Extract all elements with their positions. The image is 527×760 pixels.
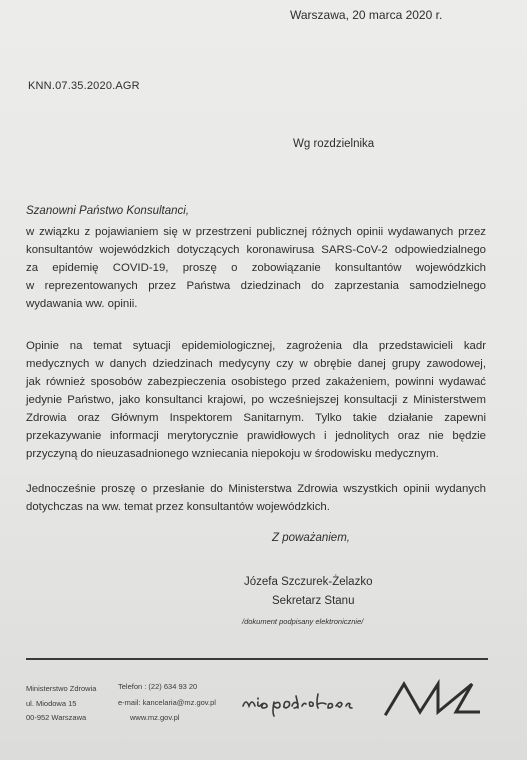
footer-website: www.mz.gov.pl bbox=[130, 713, 180, 722]
paragraph-2 bbox=[26, 337, 486, 463]
paragraph-line: dotychczas na ww. temat przez konsultantów wojewódzkich. bbox=[26, 501, 330, 513]
salutation: Szanowni Państwo Konsultanci, bbox=[26, 205, 190, 217]
paragraph-line: za epidemię COVID-19, proszę o zobowiązanie konsultantów wojewódzkich bbox=[26, 262, 486, 274]
paragraph-1 bbox=[26, 223, 486, 313]
reference-number: KNN.07.35.2020.AGR bbox=[28, 80, 140, 92]
niepodlegla-logo bbox=[240, 684, 365, 720]
paragraph-line: w reprezentowanych przez Państwa dziedzinach do zaprzestania samodzielnego bbox=[26, 280, 486, 292]
footer-address-street: ul. Miodowa 15 bbox=[26, 699, 77, 708]
footer-divider bbox=[26, 658, 488, 660]
paragraph-line: jak również sposobów zabezpieczenia osobistego przed zakażeniem, powinni wydawać bbox=[26, 376, 486, 388]
paragraph-line: Jednocześnie proszę o przesłanie do Ministerstwa Zdrowia wszystkich opinii wydanych bbox=[26, 483, 486, 495]
paragraph-line: Zdrowia oraz Głównym Inspektorem Sanitarnym. Tylko takie działanie zapewni bbox=[26, 412, 486, 424]
paragraph-line: medycznych w danych dziedzinach medycyny czy w obrębie danej grupy zawodowej, bbox=[26, 358, 486, 370]
paragraph-line: przyczyną do nieuzasadnionego wzniecania niepokoju w środowisku medycznym. bbox=[26, 448, 439, 460]
signer-name: Józefa Szczurek-Żelazko bbox=[244, 576, 373, 588]
closing-phrase: Z poważaniem, bbox=[272, 532, 350, 544]
paragraph-line: Opinie na temat sytuacji epidemiologicznej, zagrożenia dla przedstawicieli kadr bbox=[26, 340, 486, 352]
letter-date: Warszawa, 20 marca 2020 r. bbox=[290, 8, 443, 22]
electronic-signature-note: /dokument podpisany elektronicznie/ bbox=[242, 617, 364, 626]
ministry-mz-logo bbox=[380, 676, 480, 722]
footer-phone: Telefon : (22) 634 93 20 bbox=[118, 682, 198, 691]
footer-address-city: 00-952 Warszawa bbox=[26, 713, 87, 722]
paragraph-line: jedynie Państwo, jako konsultanci krajowi, po wcześniejszej konsultacji z Ministerstwem bbox=[26, 394, 486, 406]
footer-organization: Ministerstwo Zdrowia bbox=[26, 684, 97, 693]
paragraph-line: przekazywanie informacji merytorycznie prawidłowych i jednolitych oraz nie będzie bbox=[26, 430, 486, 442]
recipients-line: Wg rozdzielnika bbox=[293, 138, 375, 150]
paragraph-line: wydawania ww. opinii. bbox=[26, 298, 138, 310]
paragraph-line: konsultantów wojewódzkich dotyczących koronawirusa SARS-CoV-2 odpowiedzialnego bbox=[26, 244, 486, 256]
paragraph-3 bbox=[26, 480, 486, 516]
signer-title: Sekretarz Stanu bbox=[272, 595, 355, 607]
footer-email: e-mail: kancelaria@mz.gov.pl bbox=[118, 698, 216, 707]
paragraph-line: w związku z pojawianiem się w przestrzeni publicznej różnych opinii wydawanych przez bbox=[26, 226, 486, 238]
